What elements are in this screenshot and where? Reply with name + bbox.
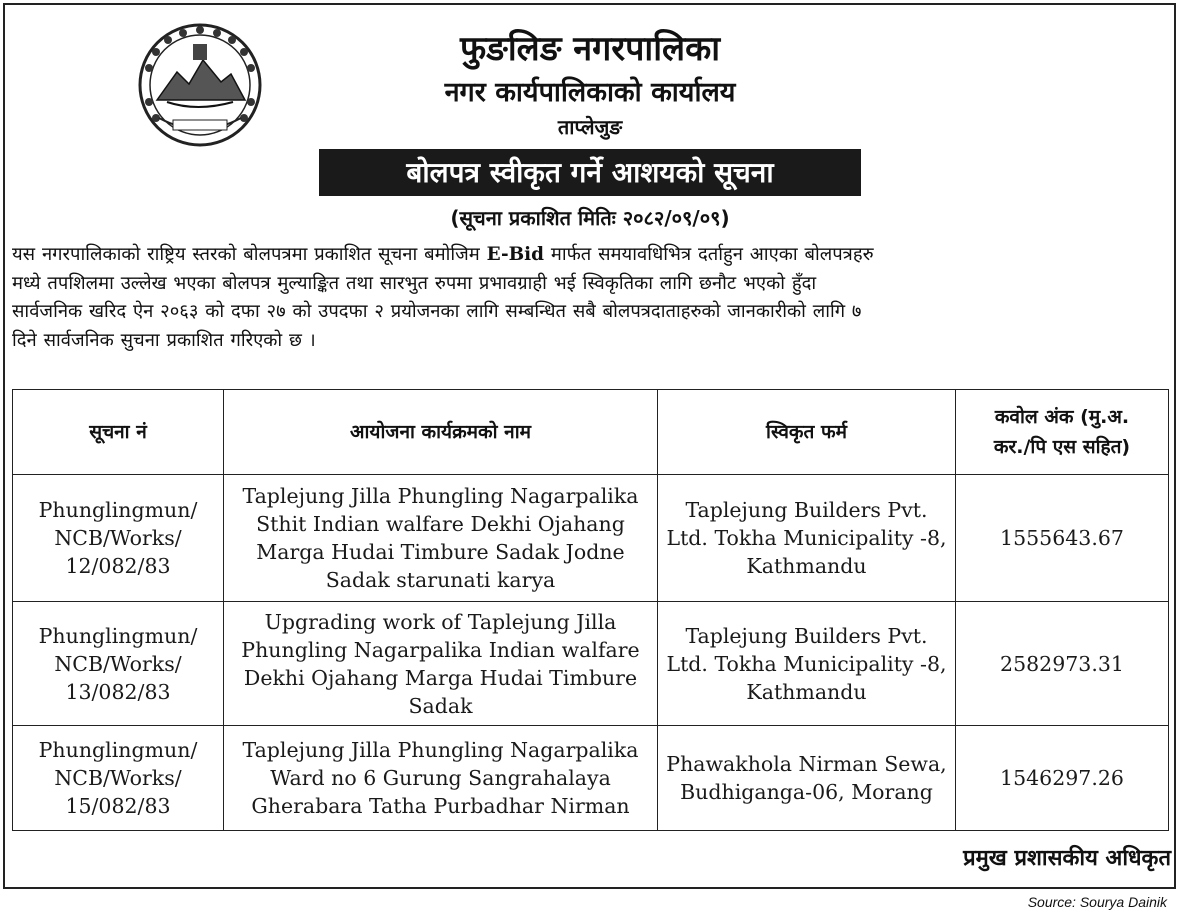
bid-acceptance-table xyxy=(12,389,1169,831)
intro-line-1-start: यस नगरपालिकाको राष्ट्रिय स्तरको बोलपत्रमा प्रकाशित सूचना बमोजिम xyxy=(12,244,487,265)
ebid-term: E-Bid xyxy=(486,244,544,265)
intro-line-2: मध्ये तपशिलमा उल्लेख भएका बोलपत्र मुल्याङ्कित तथा सारभुत रुपमा प्रभावग्राही भई स्विकृतिका लागि छनौट भएको हुँदा xyxy=(12,272,817,294)
intro-line-3: सार्वजनिक खरिद ऐन २०६३ को दफा २७ को उपदफा २ प्रयोजनका लागि सम्बन्धित सबै बोलपत्रदाताहरुको जानकारीको लागि ७ xyxy=(12,301,862,322)
office-name: नगर कार्यपालिकाको कार्यालय xyxy=(444,77,736,108)
table-header-row xyxy=(13,390,1169,475)
municipality-name: फुङलिङ नगरपालिका xyxy=(459,29,721,69)
municipality-seal-emblem xyxy=(137,22,263,148)
source-credit: Source: Sourya Dainik xyxy=(1027,894,1167,910)
header-notice-no: सूचना नं xyxy=(13,390,224,475)
project-cell: Upgrading work of Taplejung Jilla Phungling Nagarpalika Indian walfare Dekhi Ojahang Marga Hudai Timbure Sadak xyxy=(224,602,658,726)
amount-cell: 1546297.26 xyxy=(956,726,1169,831)
intro-paragraph xyxy=(12,241,1170,355)
signatory-title: प्रमुख प्रशासकीय अधिकृत xyxy=(963,846,1171,871)
table-row xyxy=(13,475,1169,602)
district-name: ताप्लेजुङ xyxy=(557,115,623,139)
firm-cell: Taplejung Builders Pvt. Ltd. Tokha Municipality -8, Kathmandu xyxy=(658,475,956,602)
intro-line-1 xyxy=(12,241,1170,270)
intro-line-1-end: मार्फत समयावधिभित्र दर्ताहुन आएका बोलपत्रहरु xyxy=(544,244,874,265)
table-row xyxy=(13,602,1169,726)
project-cell: Taplejung Jilla Phungling Nagarpalika Sthit Indian walfare Dekhi Ojahang Marga Hudai Timbure Sadak Jodne Sadak starunati karya xyxy=(224,475,658,602)
header-bid-amount: कवोल अंक (मु.अ. कर./पि एस सहित) xyxy=(956,390,1169,475)
notice-no-cell: Phunglingmun/ NCB/Works/ 13/082/83 xyxy=(13,602,224,726)
notice-title-bar: बोलपत्र स्वीकृत गर्ने आशयको सूचना xyxy=(319,149,861,196)
table-row xyxy=(13,726,1169,831)
firm-cell: Taplejung Builders Pvt. Ltd. Tokha Municipality -8, Kathmandu xyxy=(658,602,956,726)
header-approved-firm: स्विकृत फर्म xyxy=(658,390,956,475)
amount-cell: 1555643.67 xyxy=(956,475,1169,602)
notice-no-cell: Phunglingmun/ NCB/Works/ 12/082/83 xyxy=(13,475,224,602)
project-cell: Taplejung Jilla Phungling Nagarpalika Ward no 6 Gurung Sangrahalaya Gherabara Tatha Purbadhar Nirman xyxy=(224,726,658,831)
amount-cell: 2582973.31 xyxy=(956,602,1169,726)
firm-cell: Phawakhola Nirman Sewa, Budhiganga-06, Morang xyxy=(658,726,956,831)
notice-no-cell: Phunglingmun/ NCB/Works/ 15/082/83 xyxy=(13,726,224,831)
intro-line-4: दिने सार्वजनिक सुचना प्रकाशित गरिएको छ । xyxy=(12,329,316,351)
publish-date: (सूचना प्रकाशित मितिः २०८२/०९/०९) xyxy=(450,206,730,230)
header-project-name: आयोजना कार्यक्रमको नाम xyxy=(224,390,658,475)
